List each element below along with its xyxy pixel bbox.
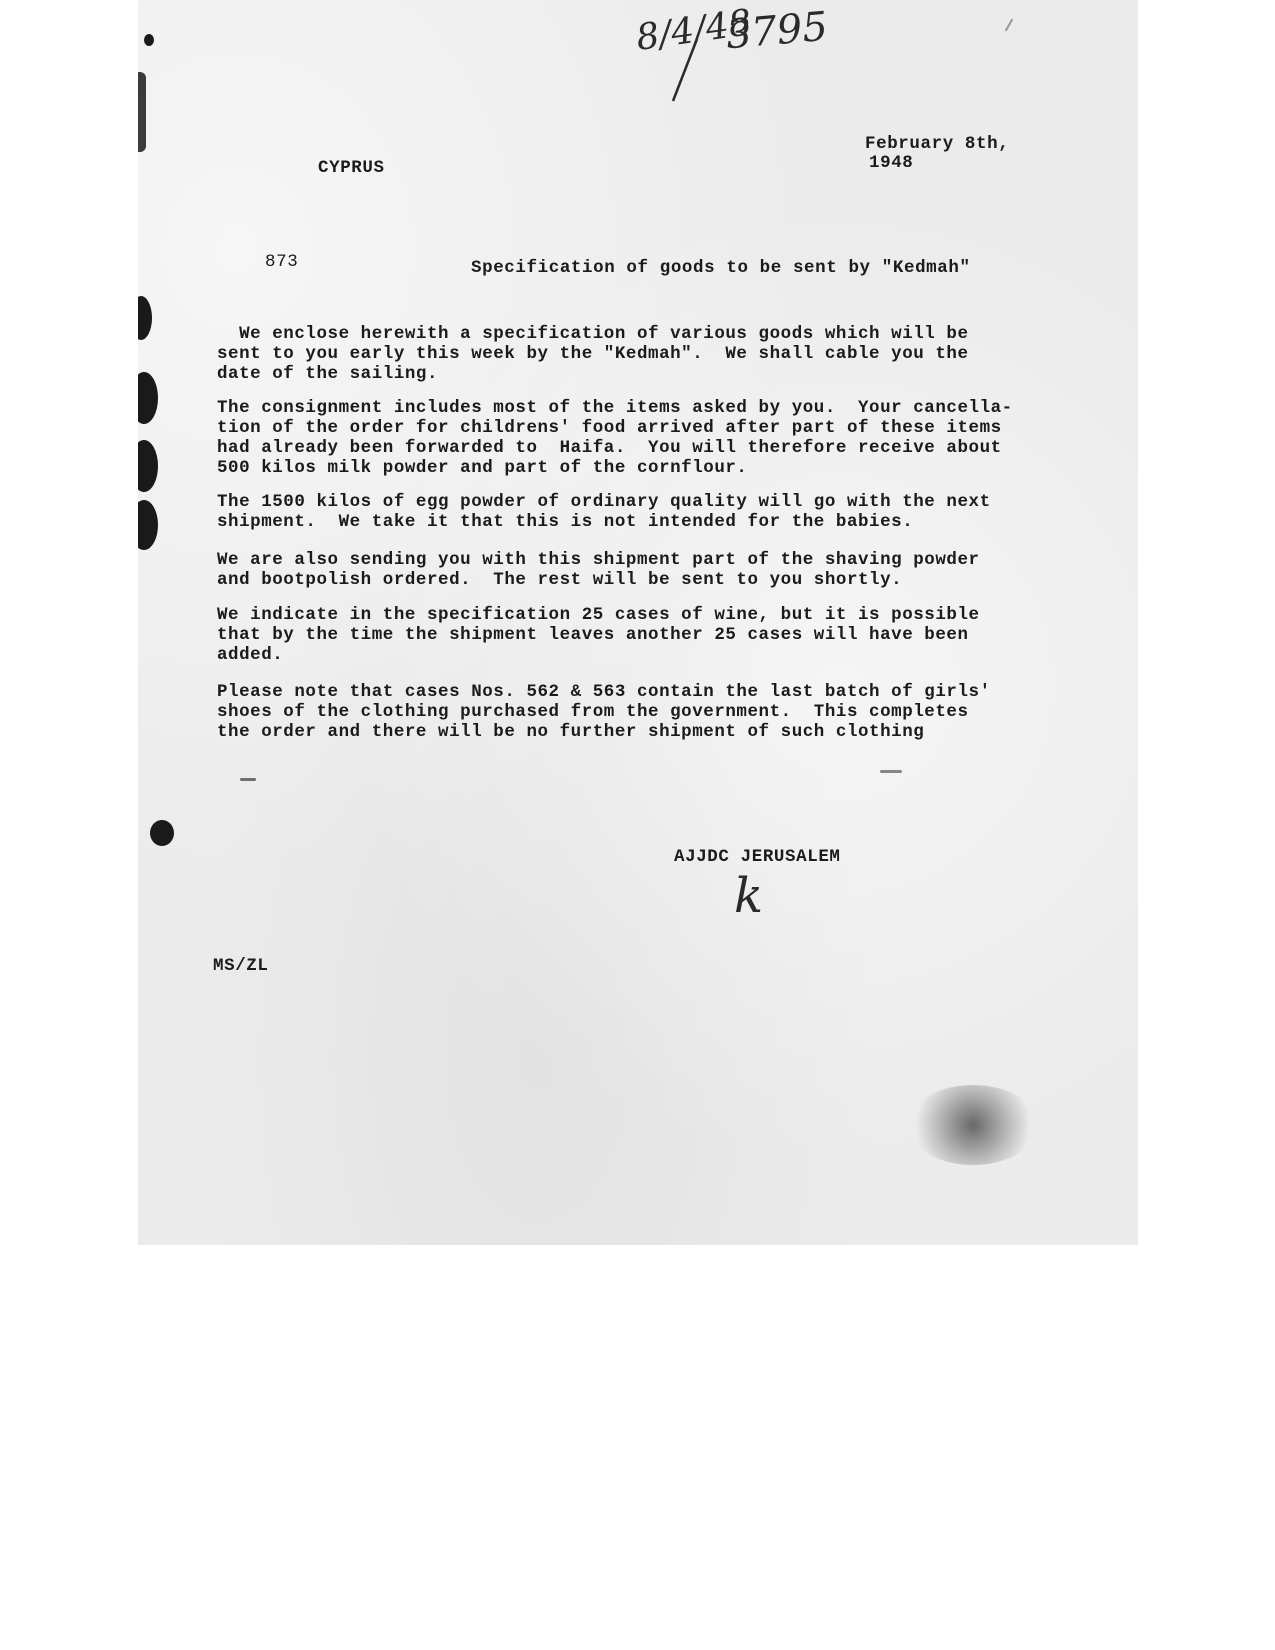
binding-mark — [138, 500, 158, 550]
body-paragraph — [217, 550, 1117, 590]
recipient: CYPRUS — [318, 158, 385, 178]
stray-mark — [1005, 18, 1014, 31]
text-line: shipment. We take it that this is not intended for the babies. — [217, 512, 914, 532]
text-line: tion of the order for childrens' food arrived after part of these items — [217, 418, 1002, 438]
signature: AJJDC JERUSALEM — [674, 847, 841, 867]
typist-initials: MS/ZL — [213, 956, 269, 976]
handwritten-file-number: 3795 — [724, 3, 830, 59]
text-line: 500 kilos milk powder and part of the cornflour. — [217, 458, 748, 478]
text-line: the order and there will be no further shipment of such clothing — [217, 722, 925, 742]
body-paragraph — [217, 492, 1117, 532]
handwritten-strike-icon — [663, 35, 703, 105]
text-line: The consignment includes most of the items asked by you. Your cancella- — [217, 398, 1013, 418]
stray-mark — [880, 770, 902, 773]
body-paragraph — [217, 398, 1117, 478]
text-line: shoes of the clothing purchased from the government. This completes — [217, 702, 969, 722]
text-line: date of the sailing. — [217, 364, 439, 384]
body-paragraph — [217, 682, 1117, 742]
binding-mark — [144, 34, 154, 46]
text-line: added. — [217, 645, 284, 665]
body-paragraph — [217, 605, 1117, 665]
text-line: had already been forwarded to Haifa. You will therefore receive about — [217, 438, 1002, 458]
text-line: that by the time the shipment leaves another 25 cases will have been — [217, 625, 969, 645]
date-line-1: February 8th, — [865, 134, 1010, 154]
text-line: We enclose herewith a specification of various goods which will be — [217, 324, 969, 344]
binding-mark — [138, 440, 158, 492]
reference-number: 873 — [265, 252, 299, 272]
binding-mark — [138, 372, 158, 424]
text-line: Please note that cases Nos. 562 & 563 contain the last batch of girls' — [217, 682, 991, 702]
subject-line: Specification of goods to be sent by "Kedmah" — [471, 258, 971, 278]
text-line: and bootpolish ordered. The rest will be sent to you shortly. — [217, 570, 903, 590]
text-line: We indicate in the specification 25 cases of wine, but it is possible — [217, 605, 980, 625]
stray-mark — [240, 778, 256, 781]
handwritten-file-mark: 8/4/48 — [633, 2, 755, 59]
date-line-2: 1948 — [869, 153, 914, 173]
ink-smudge — [908, 1085, 1038, 1165]
scanned-letter — [138, 0, 1138, 1245]
binding-mark — [138, 296, 152, 340]
text-line: We are also sending you with this shipment part of the shaving powder — [217, 550, 980, 570]
body-paragraph — [217, 324, 1117, 384]
handwritten-initial: k — [734, 868, 764, 924]
binding-mark — [150, 820, 174, 846]
text-line: The 1500 kilos of egg powder of ordinary quality will go with the next — [217, 492, 991, 512]
text-line: sent to you early this week by the "Kedmah". We shall cable you the — [217, 344, 969, 364]
binding-mark — [138, 72, 146, 152]
